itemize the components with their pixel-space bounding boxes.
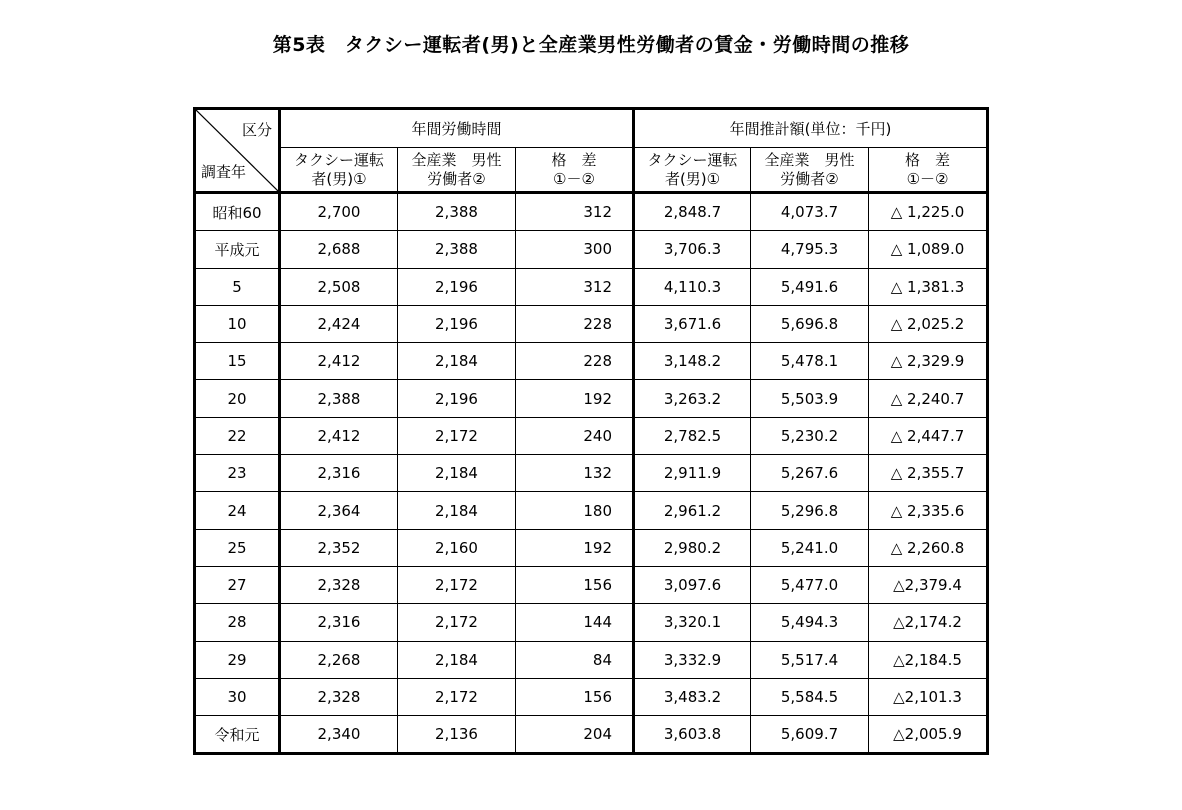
cell-all-hours: 2,388 bbox=[398, 231, 516, 268]
table-row bbox=[195, 343, 988, 380]
cell-all-wage: 5,296.8 bbox=[751, 492, 869, 529]
cell-all-wage: 5,584.5 bbox=[751, 678, 869, 715]
cell-year: 25 bbox=[195, 529, 280, 566]
cell-hours-diff: 156 bbox=[516, 678, 634, 715]
cell-taxi-hours: 2,388 bbox=[280, 380, 398, 417]
cell-year: 23 bbox=[195, 455, 280, 492]
cell-all-wage: 5,478.1 bbox=[751, 343, 869, 380]
cell-all-hours: 2,196 bbox=[398, 305, 516, 342]
cell-wage-diff: △2,005.9 bbox=[869, 716, 988, 754]
cell-taxi-hours: 2,328 bbox=[280, 678, 398, 715]
cell-taxi-wage: 3,320.1 bbox=[634, 604, 751, 641]
cell-all-hours: 2,172 bbox=[398, 566, 516, 603]
cell-all-wage: 4,073.7 bbox=[751, 193, 869, 231]
cell-all-wage: 5,230.2 bbox=[751, 417, 869, 454]
cell-all-wage: 5,503.9 bbox=[751, 380, 869, 417]
cell-taxi-wage: 2,782.5 bbox=[634, 417, 751, 454]
cell-hours-diff: 84 bbox=[516, 641, 634, 678]
cell-hours-diff: 180 bbox=[516, 492, 634, 529]
cell-hours-diff: 228 bbox=[516, 305, 634, 342]
table-row bbox=[195, 417, 988, 454]
cell-all-hours: 2,196 bbox=[398, 380, 516, 417]
cell-hours-diff: 144 bbox=[516, 604, 634, 641]
table-row bbox=[195, 231, 988, 268]
cell-all-hours: 2,172 bbox=[398, 678, 516, 715]
cell-taxi-wage: 2,961.2 bbox=[634, 492, 751, 529]
cell-wage-diff: △ 1,381.3 bbox=[869, 268, 988, 305]
cell-taxi-hours: 2,340 bbox=[280, 716, 398, 754]
cell-year: 5 bbox=[195, 268, 280, 305]
cell-all-wage: 4,795.3 bbox=[751, 231, 869, 268]
cell-taxi-wage: 2,911.9 bbox=[634, 455, 751, 492]
cell-wage-diff: △2,101.3 bbox=[869, 678, 988, 715]
cell-wage-diff: △2,379.4 bbox=[869, 566, 988, 603]
table-row bbox=[195, 268, 988, 305]
cell-taxi-hours: 2,412 bbox=[280, 343, 398, 380]
cell-wage-diff: △2,184.5 bbox=[869, 641, 988, 678]
table-row bbox=[195, 716, 988, 754]
cell-wage-diff: △ 2,025.2 bbox=[869, 305, 988, 342]
cell-taxi-wage: 3,603.8 bbox=[634, 716, 751, 754]
cell-year: 令和元 bbox=[195, 716, 280, 754]
cell-hours-diff: 204 bbox=[516, 716, 634, 754]
cell-year: 28 bbox=[195, 604, 280, 641]
corner-header bbox=[195, 109, 280, 193]
table-row bbox=[195, 529, 988, 566]
cell-year: 29 bbox=[195, 641, 280, 678]
cell-taxi-hours: 2,688 bbox=[280, 231, 398, 268]
sub-header-all-hours: 全産業 男性 労働者② bbox=[398, 148, 516, 193]
table-row bbox=[195, 193, 988, 231]
sub-header-diff-hours: 格 差 ①－② bbox=[516, 148, 634, 193]
table-body bbox=[195, 193, 988, 754]
cell-all-hours: 2,184 bbox=[398, 455, 516, 492]
table-row bbox=[195, 566, 988, 603]
sub-header-diff-wage: 格 差 ①－② bbox=[869, 148, 988, 193]
cell-taxi-hours: 2,268 bbox=[280, 641, 398, 678]
cell-taxi-wage: 2,848.7 bbox=[634, 193, 751, 231]
cell-all-hours: 2,172 bbox=[398, 604, 516, 641]
cell-year: 27 bbox=[195, 566, 280, 603]
cell-all-hours: 2,196 bbox=[398, 268, 516, 305]
cell-wage-diff: △ 2,355.7 bbox=[869, 455, 988, 492]
cell-year: 10 bbox=[195, 305, 280, 342]
cell-hours-diff: 132 bbox=[516, 455, 634, 492]
cell-taxi-hours: 2,316 bbox=[280, 455, 398, 492]
group-header-hours: 年間労働時間 bbox=[280, 109, 634, 148]
cell-wage-diff: △ 2,260.8 bbox=[869, 529, 988, 566]
corner-label-category: 区分 bbox=[241, 121, 272, 139]
cell-all-hours: 2,184 bbox=[398, 343, 516, 380]
cell-taxi-wage: 2,980.2 bbox=[634, 529, 751, 566]
cell-taxi-hours: 2,328 bbox=[280, 566, 398, 603]
cell-taxi-wage: 3,483.2 bbox=[634, 678, 751, 715]
cell-all-hours: 2,136 bbox=[398, 716, 516, 754]
cell-hours-diff: 240 bbox=[516, 417, 634, 454]
corner-label-survey-year: 調査年 bbox=[201, 163, 247, 181]
cell-taxi-wage: 4,110.3 bbox=[634, 268, 751, 305]
cell-taxi-hours: 2,316 bbox=[280, 604, 398, 641]
cell-year: 平成元 bbox=[195, 231, 280, 268]
cell-year: 30 bbox=[195, 678, 280, 715]
cell-year: 24 bbox=[195, 492, 280, 529]
cell-all-wage: 5,494.3 bbox=[751, 604, 869, 641]
table-row bbox=[195, 380, 988, 417]
table-row bbox=[195, 492, 988, 529]
group-header-row bbox=[195, 109, 988, 148]
cell-all-hours: 2,160 bbox=[398, 529, 516, 566]
table-row bbox=[195, 604, 988, 641]
cell-year: 20 bbox=[195, 380, 280, 417]
cell-hours-diff: 156 bbox=[516, 566, 634, 603]
cell-wage-diff: △ 1,225.0 bbox=[869, 193, 988, 231]
table-row bbox=[195, 455, 988, 492]
cell-all-hours: 2,388 bbox=[398, 193, 516, 231]
wage-hours-table bbox=[193, 107, 989, 755]
sub-header-all-wage: 全産業 男性 労働者② bbox=[751, 148, 869, 193]
cell-taxi-hours: 2,364 bbox=[280, 492, 398, 529]
sub-header-taxi-hours: タクシー運転 者(男)① bbox=[280, 148, 398, 193]
cell-hours-diff: 312 bbox=[516, 193, 634, 231]
cell-taxi-hours: 2,424 bbox=[280, 305, 398, 342]
cell-all-hours: 2,172 bbox=[398, 417, 516, 454]
table-row bbox=[195, 305, 988, 342]
cell-year: 22 bbox=[195, 417, 280, 454]
cell-wage-diff: △ 2,329.9 bbox=[869, 343, 988, 380]
table-row bbox=[195, 678, 988, 715]
cell-wage-diff: △2,174.2 bbox=[869, 604, 988, 641]
cell-hours-diff: 300 bbox=[516, 231, 634, 268]
cell-taxi-wage: 3,671.6 bbox=[634, 305, 751, 342]
cell-hours-diff: 192 bbox=[516, 380, 634, 417]
cell-hours-diff: 228 bbox=[516, 343, 634, 380]
cell-hours-diff: 312 bbox=[516, 268, 634, 305]
cell-taxi-wage: 3,148.2 bbox=[634, 343, 751, 380]
cell-wage-diff: △ 2,447.7 bbox=[869, 417, 988, 454]
sub-header-taxi-wage: タクシー運転 者(男)① bbox=[634, 148, 751, 193]
cell-all-wage: 5,477.0 bbox=[751, 566, 869, 603]
cell-all-wage: 5,517.4 bbox=[751, 641, 869, 678]
cell-taxi-hours: 2,412 bbox=[280, 417, 398, 454]
cell-wage-diff: △ 1,089.0 bbox=[869, 231, 988, 268]
cell-all-wage: 5,267.6 bbox=[751, 455, 869, 492]
cell-year: 15 bbox=[195, 343, 280, 380]
cell-all-wage: 5,696.8 bbox=[751, 305, 869, 342]
sub-header-row bbox=[195, 148, 988, 193]
table-title: 第5表 タクシー運転者(男)と全産業男性労働者の賃金・労働時間の推移 bbox=[272, 34, 910, 56]
cell-wage-diff: △ 2,335.6 bbox=[869, 492, 988, 529]
cell-taxi-wage: 3,097.6 bbox=[634, 566, 751, 603]
table-row bbox=[195, 641, 988, 678]
cell-hours-diff: 192 bbox=[516, 529, 634, 566]
cell-taxi-hours: 2,352 bbox=[280, 529, 398, 566]
cell-taxi-hours: 2,508 bbox=[280, 268, 398, 305]
cell-all-wage: 5,491.6 bbox=[751, 268, 869, 305]
cell-all-wage: 5,609.7 bbox=[751, 716, 869, 754]
cell-year: 昭和60 bbox=[195, 193, 280, 231]
cell-taxi-hours: 2,700 bbox=[280, 193, 398, 231]
cell-taxi-wage: 3,263.2 bbox=[634, 380, 751, 417]
cell-wage-diff: △ 2,240.7 bbox=[869, 380, 988, 417]
cell-taxi-wage: 3,332.9 bbox=[634, 641, 751, 678]
cell-all-hours: 2,184 bbox=[398, 641, 516, 678]
group-header-wages: 年間推計額(単位：千円) bbox=[634, 109, 988, 148]
cell-all-hours: 2,184 bbox=[398, 492, 516, 529]
cell-taxi-wage: 3,706.3 bbox=[634, 231, 751, 268]
cell-all-wage: 5,241.0 bbox=[751, 529, 869, 566]
